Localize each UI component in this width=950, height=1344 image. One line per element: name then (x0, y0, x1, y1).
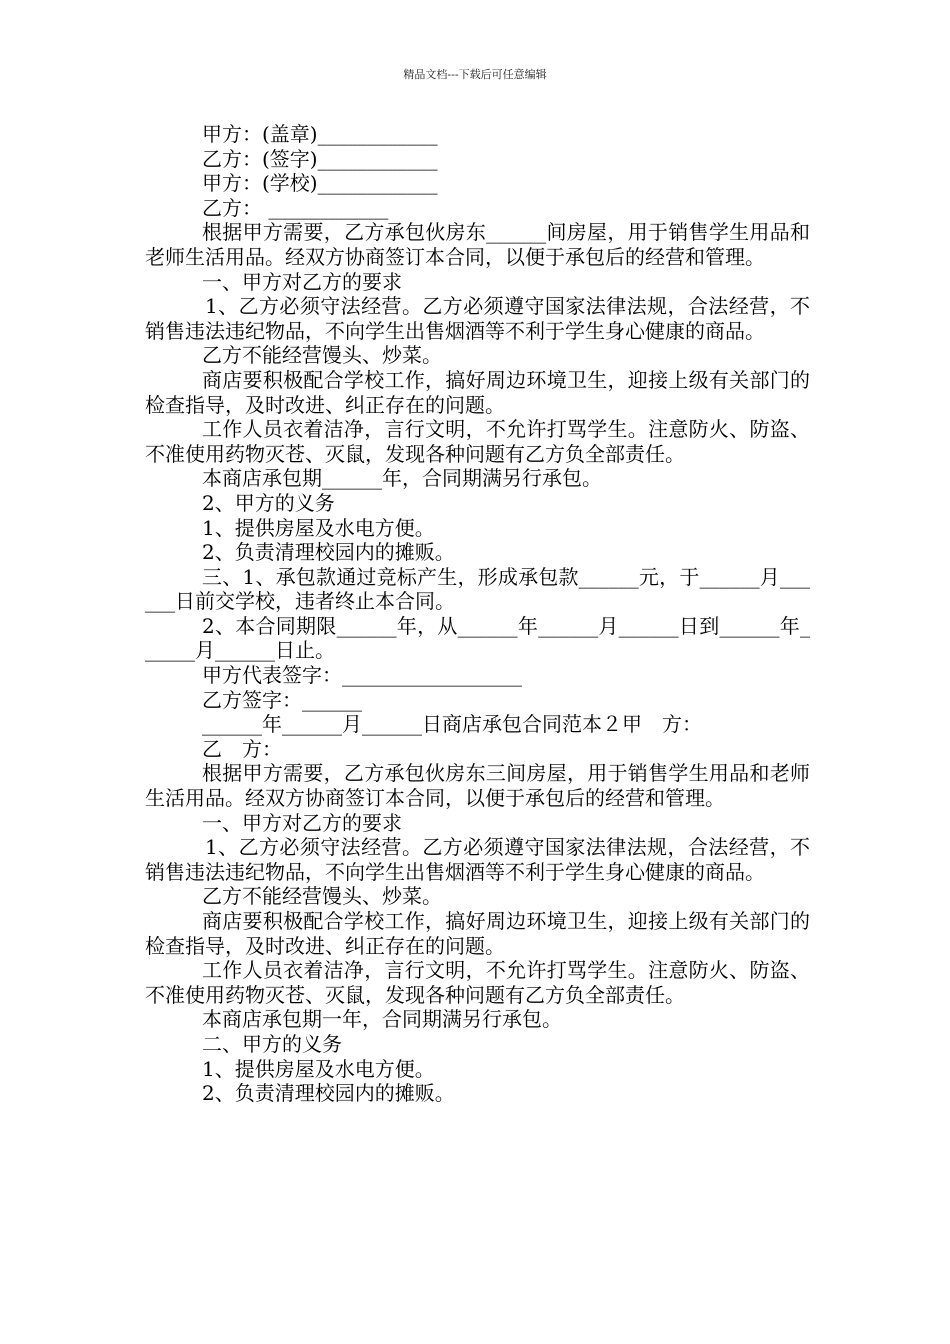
paragraph: 商店要积极配合学校工作，搞好周边环境卫生，迎接上级有关部门的检查指导，及时改进、纠正存在的问题。 (145, 367, 810, 417)
paragraph: 甲方：(学校)____________ (202, 171, 438, 196)
paragraph: 本商店承包期______年，合同期满另行承包。 (202, 466, 602, 491)
paragraph: 根据甲方需要，乙方承包伙房东三间房屋，用于销售学生用品和老师生活用品。经双方协商签订本合同，以便于承包后的经营和管理。 (145, 761, 810, 811)
paragraph: 工作人员衣着洁净，言行文明，不允许打骂学生。注意防火、防盗、不准使用药物灭苍、灭鼠，发现各种问题有乙方负全部责任。 (145, 958, 810, 1007)
paragraph: 甲方：(盖章)____________ (202, 122, 438, 146)
paragraph: 二、甲方的义务 (202, 1031, 342, 1056)
paragraph: 商店要积极配合学校工作，搞好周边环境卫生，迎接上级有关部门的检查指导，及时改进、纠正存在的问题。 (145, 909, 810, 958)
paragraph: 1、乙方必须守法经营。乙方必须遵守国家法律法规，合法经营，不销售违法违纪物品，不向学生出售烟酒等不利于学生身心健康的商品。 (145, 294, 810, 343)
page-header: 精品文档---下载后可任意编辑 (403, 68, 547, 81)
paragraph: 2、甲方的义务 (202, 490, 335, 515)
paragraph: 乙方签字：______ (202, 687, 362, 712)
paragraph: 三、1、承包款通过竞标产生，形成承包款______元，于______月______日前交学校，违者终止本合同。 (145, 564, 810, 614)
paragraph: 乙 方： (202, 736, 282, 761)
paragraph: 2、本合同期限______年，从______年______月______日到______年______月______日止。 (145, 613, 810, 663)
paragraph: 乙方不能经营馒头、炒菜。 (202, 343, 442, 368)
paragraph: 乙方： ____________ (202, 195, 389, 220)
paragraph: 1、提供房屋及水电方便。 (202, 515, 435, 540)
paragraph: 乙方：(签字)____________ (202, 146, 438, 171)
contract-body (145, 122, 810, 1106)
paragraph: 2、负责清理校园内的摊贩。 (202, 540, 455, 565)
paragraph: 1、乙方必须守法经营。乙方必须遵守国家法律法规，合法经营，不销售违法违纪物品，不向学生出售烟酒等不利于学生身心健康的商品。 (145, 835, 810, 884)
paragraph: ______年______月______日商店承包合同范本２甲 方： (202, 712, 702, 737)
paragraph: 2、负责清理校园内的摊贩。 (202, 1081, 455, 1106)
paragraph: 一、甲方对乙方的要求 (202, 269, 402, 294)
paragraph: 一、甲方对乙方的要求 (202, 810, 402, 835)
paragraph: 根据甲方需要，乙方承包伙房东______间房屋，用于销售学生用品和老师生活用品。经双方协商签订本合同，以便于承包后的经营和管理。 (145, 220, 810, 269)
paragraph: 甲方代表签字：__________________ (202, 663, 522, 688)
paragraph: 1、提供房屋及水电方便。 (202, 1056, 435, 1081)
paragraph: 乙方不能经营馒头、炒菜。 (202, 884, 442, 909)
paragraph: 本商店承包期一年，合同期满另行承包。 (202, 1007, 562, 1032)
paragraph: 工作人员衣着洁净，言行文明，不允许打骂学生。注意防火、防盗、不准使用药物灭苍、灭鼠，发现各种问题有乙方负全部责任。 (145, 417, 810, 466)
